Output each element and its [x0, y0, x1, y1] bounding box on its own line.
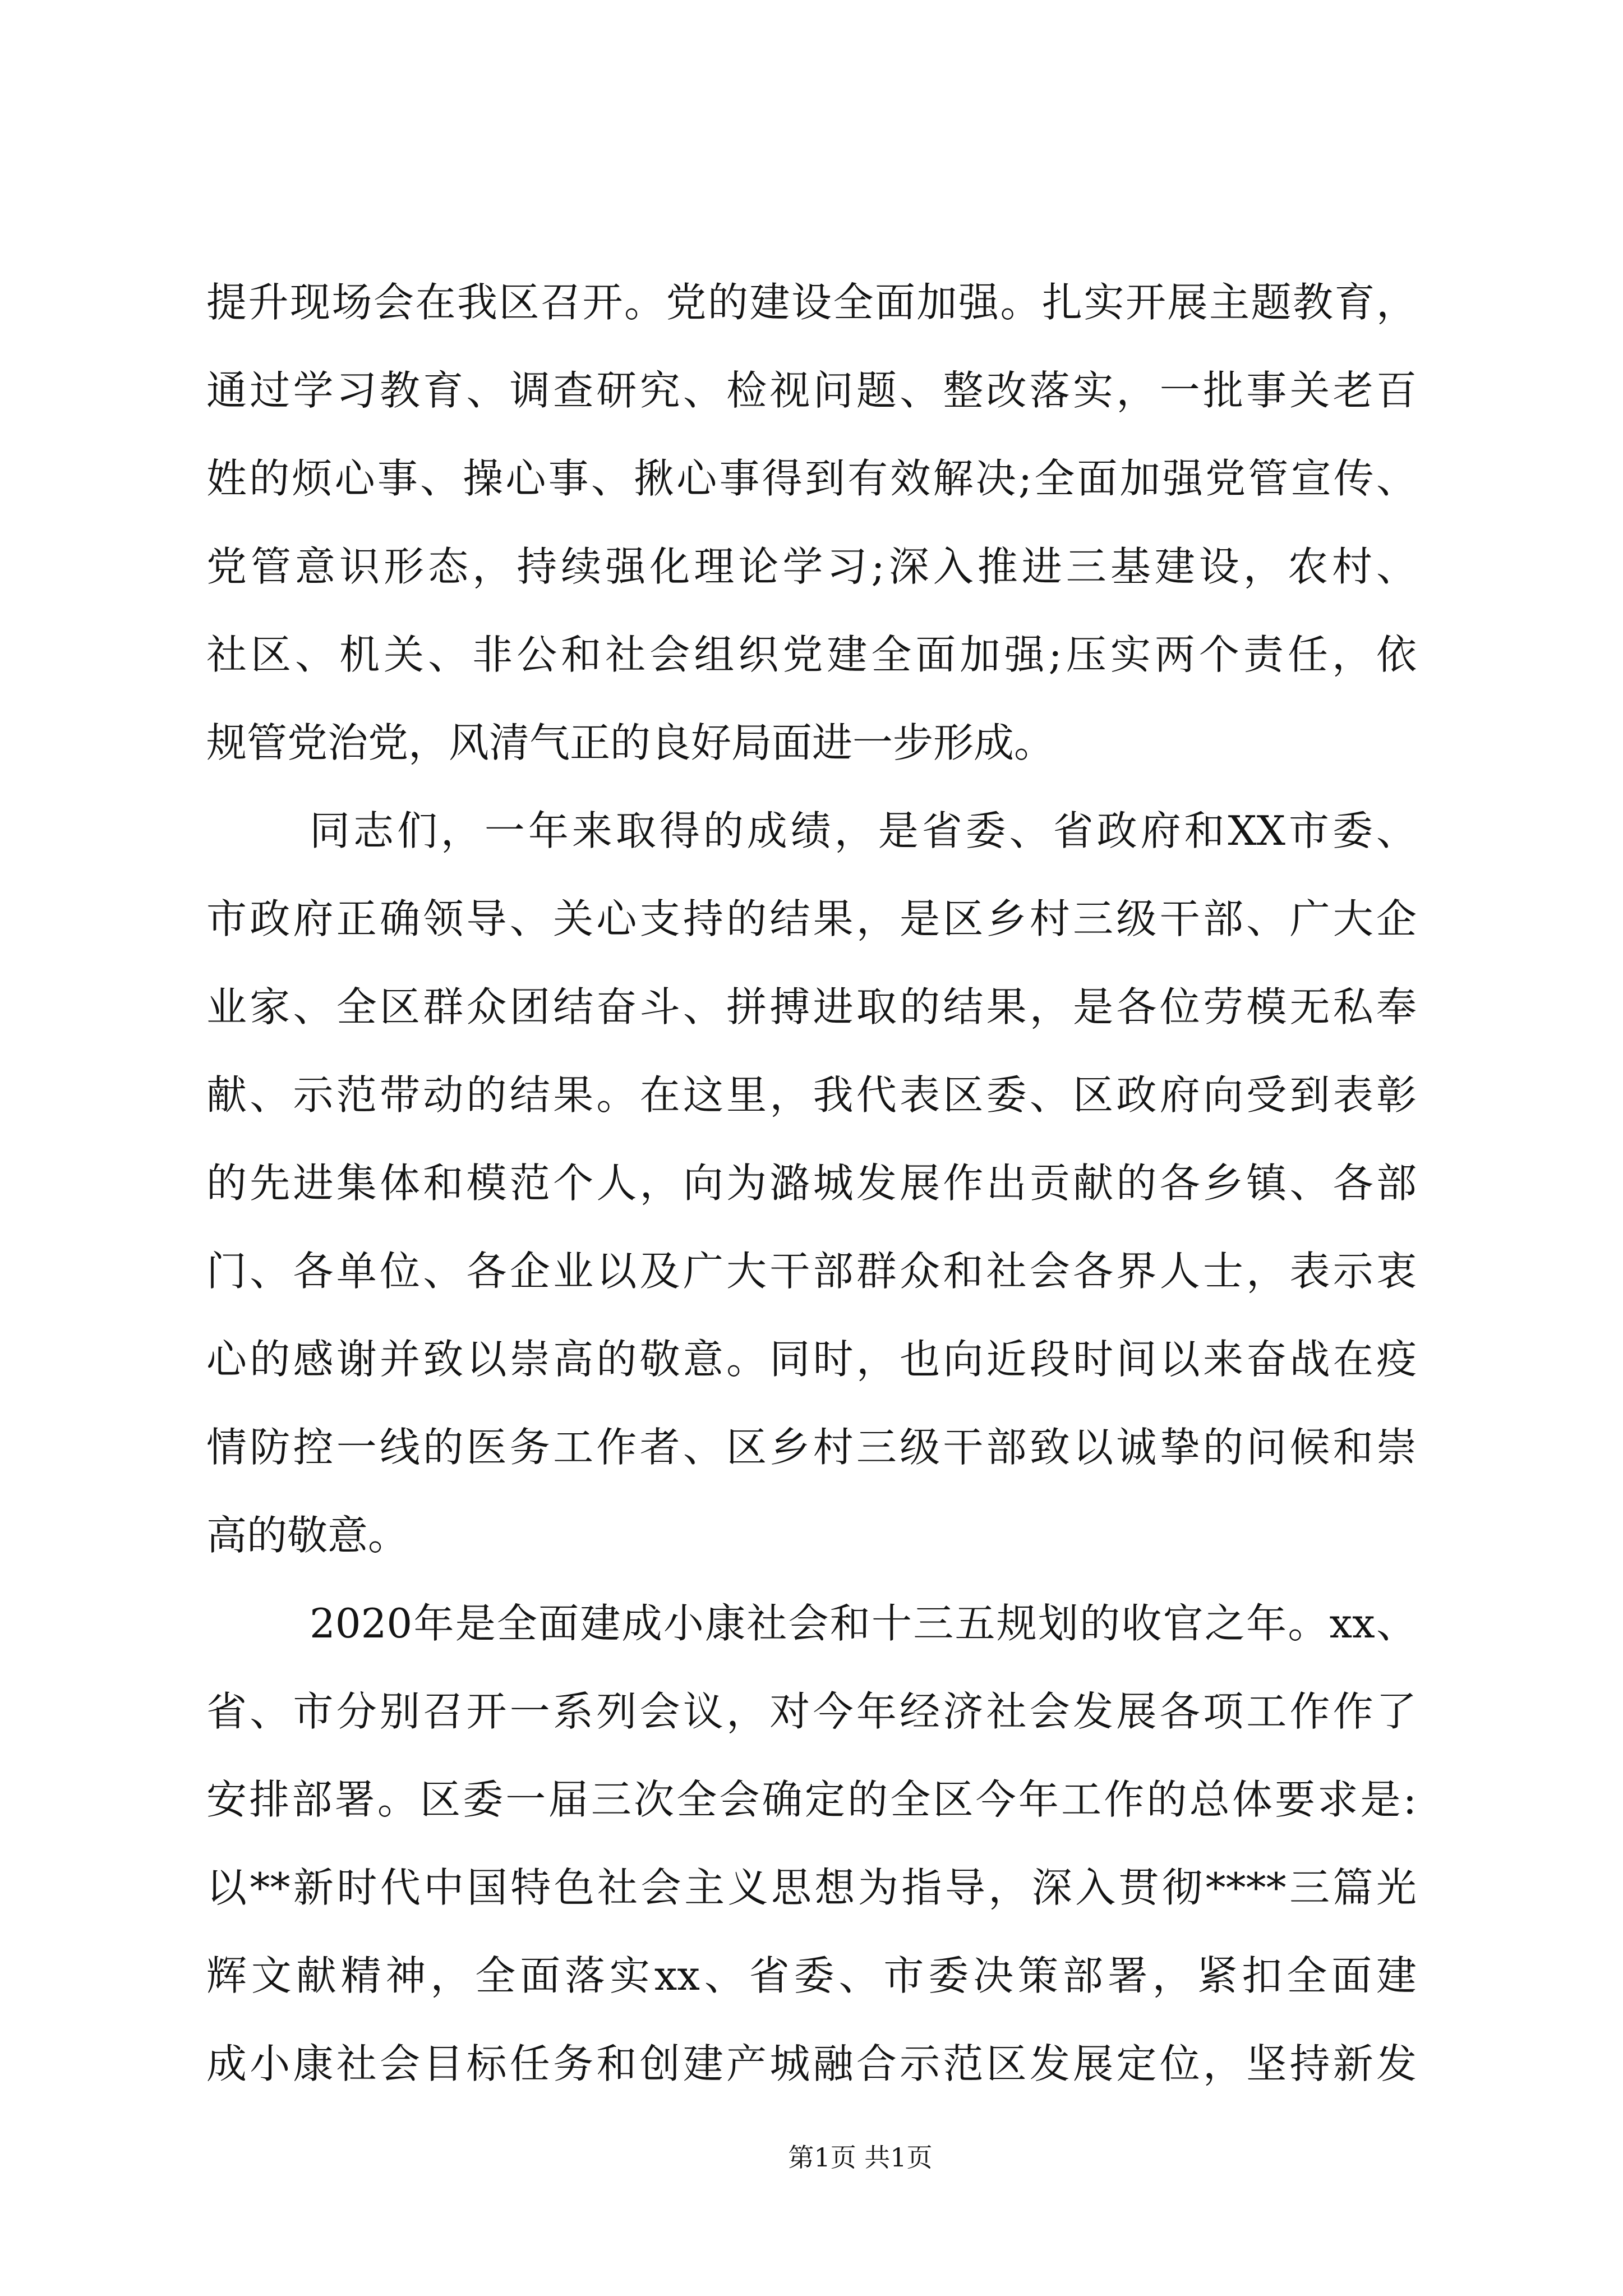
text-line: 高的敬意。	[206, 1512, 409, 1559]
text-line: 省、市分别召开一系列会议，对今年经济社会发展各项工作作了	[206, 1688, 1417, 1735]
text-line: 献、示范带动的结果。在这里，我代表区委、区政府向受到表彰	[206, 1071, 1417, 1119]
document-body	[206, 259, 1417, 2108]
text-line: 党管意识形态，持续强化理论学习;深入推进三基建设，农村、	[206, 543, 1417, 590]
text-line: 成小康社会目标任务和创建产城融合示范区发展定位，坚持新发	[206, 2040, 1417, 2087]
paragraph	[206, 259, 1417, 787]
paragraph	[206, 1580, 1417, 2108]
text-line: 姓的烦心事、操心事、揪心事得到有效解决;全面加强党管宣传、	[206, 455, 1417, 502]
text-line: 安排部署。区委一届三次全会确定的全区今年工作的总体要求是:	[206, 1776, 1417, 1823]
page-number-footer: 第1页 共1页	[788, 2142, 933, 2173]
text-line: 2020年是全面建成小康社会和十三五规划的收官之年。xx、	[310, 1600, 1417, 1647]
text-line: 辉文献精神，全面落实xx、省委、市委决策部署，紧扣全面建	[206, 1952, 1417, 1999]
text-line: 门、各单位、各企业以及广大干部群众和社会各界人士，表示衷	[206, 1248, 1417, 1295]
text-line: 以**新时代中国特色社会主义思想为指导，深入贯彻****三篇光	[206, 1864, 1417, 1911]
text-line: 社区、机关、非公和社会组织党建全面加强;压实两个责任，依	[206, 631, 1417, 678]
text-line: 情防控一线的医务工作者、区乡村三级干部致以诚挚的问候和崇	[206, 1424, 1417, 1471]
text-line: 心的感谢并致以崇高的敬意。同时，也向近段时间以来奋战在疫	[206, 1336, 1417, 1383]
text-line: 的先进集体和模范个人，向为潞城发展作出贡献的各乡镇、各部	[206, 1159, 1417, 1207]
text-line: 通过学习教育、调查研究、检视问题、整改落实，一批事关老百	[206, 367, 1417, 414]
paragraph	[206, 787, 1417, 1580]
text-line: 提升现场会在我区召开。党的建设全面加强。扎实开展主题教育，	[206, 279, 1417, 326]
text-line: 规管党治党，风清气正的良好局面进一步形成。	[206, 719, 1055, 766]
text-line: 业家、全区群众团结奋斗、拼搏进取的结果，是各位劳模无私奉	[206, 983, 1417, 1030]
text-line: 市政府正确领导、关心支持的结果，是区乡村三级干部、广大企	[206, 895, 1417, 942]
text-line: 同志们，一年来取得的成绩，是省委、省政府和XX市委、	[310, 807, 1417, 854]
